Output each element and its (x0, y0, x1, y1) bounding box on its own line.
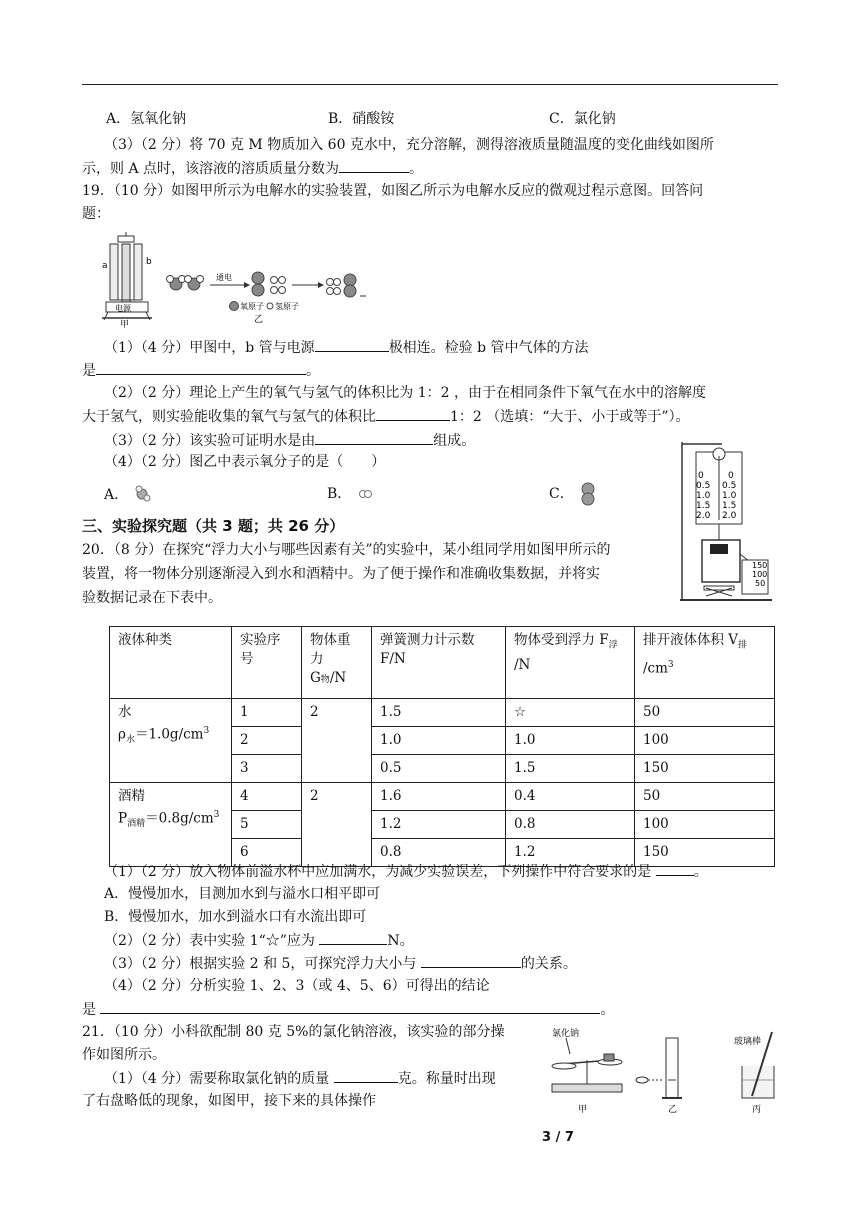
figure-yi-label: 乙 (254, 315, 264, 325)
answer-blank[interactable] (656, 861, 694, 876)
fig-jia-label: 甲 (578, 1105, 588, 1115)
q20-part2: （2）（2 分）表中实验 1“☆”应为 N。 (104, 930, 414, 951)
q20-part4-line2: 是 。 (82, 999, 614, 1020)
scale-tick-left-3: 1.5 (696, 501, 711, 511)
answer-blank[interactable] (319, 930, 387, 945)
header-liquid: 液体种类 (110, 627, 232, 699)
scale-tick-left-2: 1.0 (696, 491, 711, 501)
fig-bing-label: 丙 (752, 1105, 762, 1115)
table-header-row (110, 627, 775, 699)
q18-option-c: C．氯化钠 (549, 111, 616, 127)
cell-volume: 100 (635, 811, 775, 839)
measuring-cylinder (636, 1038, 682, 1115)
cell-buoyancy: 0.8 (506, 811, 635, 839)
beaker-tick-0: 150 (752, 561, 768, 570)
q19-stem-line1: 19．（10 分）如图甲所示为电解水的实验装置，如图乙所示为电解水反应的微观过程示意图。回答问 (82, 183, 704, 199)
cell-seq: 3 (232, 755, 302, 783)
scale-tick-right-3: 1.5 (722, 501, 737, 511)
cell-spring: 0.5 (372, 755, 506, 783)
molecule-c-icon (578, 482, 598, 506)
q19-part3: （3）（2 分）该实验可证明水是由 组成。 (104, 430, 475, 451)
scale-tick-right-2: 1.0 (722, 491, 737, 501)
hydrogen-atoms (271, 277, 286, 294)
cell-spring: 0.8 (372, 839, 506, 867)
molecule-a-icon (133, 484, 157, 506)
cell-spring: 1.0 (372, 727, 506, 755)
q18-option-a: A．氢氧化钠 (106, 111, 187, 127)
answer-blank[interactable] (315, 430, 433, 445)
oxygen-atoms (252, 272, 264, 296)
scale-tick-right-4: 2.0 (722, 511, 737, 521)
beaker-tick-2: 50 (755, 579, 766, 588)
cell-volume: 150 (635, 755, 775, 783)
rod-label: 玻璃棒 (734, 1037, 762, 1047)
cell-spring: 1.2 (372, 811, 506, 839)
q18-part3-line1: （3）（2 分）将 70 克 M 物质加入 60 克水中，充分溶解，测得溶液质量随温度的变化曲线如图所 (104, 137, 714, 153)
cell-volume: 150 (635, 839, 775, 867)
q20-part1: （1）（2 分）放入物体前溢水杯中应加满水，为减少实验误差，下列操作中符合要求的是 。 (104, 861, 708, 882)
header-weight: 物体重 力 G物/N (302, 627, 372, 699)
cell-volume: 50 (635, 783, 775, 811)
tube-a-label: a (102, 261, 108, 271)
q19-stem-line2: 题： (82, 206, 110, 222)
q20-part3: （3）（2 分）根据实验 2 和 5，可探究浮力大小与 的关系。 (104, 953, 577, 974)
answer-blank[interactable] (334, 1068, 398, 1083)
q20-part1-option-b[interactable]: B．慢慢加水，加水到溢水口有水流出即可 (104, 909, 367, 925)
q20-stem-line3: 验数据记录在下表中。 (82, 590, 222, 606)
page-number: 3 / 7 (542, 1130, 574, 1145)
solution-prep-figure (546, 1024, 778, 1120)
cell-seq: 2 (232, 727, 302, 755)
answer-blank[interactable] (96, 360, 306, 375)
fig-yi-label: 乙 (668, 1105, 678, 1115)
cell-spring: 1.6 (372, 783, 506, 811)
answer-blank[interactable] (376, 406, 450, 421)
beaker-tick-1: 100 (752, 570, 768, 579)
hydrogen-molecules (327, 279, 341, 295)
legend-hydrogen: 氢原子 (275, 302, 299, 311)
q19-part1-line1: （1）（4 分）甲图中，b 管与电源 极相连。检验 b 管中气体的方法 (104, 337, 589, 358)
buoyancy-apparatus-figure (672, 436, 778, 606)
q20-part4-line1: （4）（2 分）分析实验 1、2、3（或 4、5、6）可得出的结论 (104, 978, 490, 994)
immersed-object (710, 544, 728, 554)
q21-stem-line1: 21．（10 分）小科欲配制 80 克 5%的氯化钠溶液，该实验的部分操 (82, 1024, 505, 1040)
q19-part4: （4）（2 分）图乙中表示氧分子的是（ ） (104, 454, 386, 470)
header-spring: 弹簧测力计示数 F/N (372, 627, 506, 699)
cell-seq: 4 (232, 783, 302, 811)
answer-blank[interactable] (339, 158, 409, 173)
cell-seq: 1 (232, 699, 302, 727)
reaction-condition: 通电 (216, 273, 232, 282)
cell-weight: 2 (302, 783, 372, 867)
q18-option-b: B．硝酸铵 (328, 111, 395, 127)
cell-buoyancy: 1.2 (506, 839, 635, 867)
electrolysis-apparatus (102, 232, 152, 330)
tube-b-label: b (146, 257, 152, 267)
table-row (110, 783, 775, 811)
q19-option-a[interactable]: A． (104, 484, 157, 506)
oxygen-molecule (344, 274, 356, 297)
q18-part3-line2: 示，则 A 点时，该溶液的溶质质量分数为 。 (82, 158, 423, 179)
section-title: 三、实验探究题（共 3 题；共 26 分） (82, 517, 345, 535)
q19-part1-line2: 是 。 (82, 360, 320, 381)
cell-spring: 1.5 (372, 699, 506, 727)
data-table (109, 626, 775, 867)
q19-option-c[interactable]: C． (549, 482, 598, 506)
power-label: 电源 (115, 304, 131, 313)
cell-buoyancy: 0.4 (506, 783, 635, 811)
table-row (110, 699, 775, 727)
q21-stem-line2: 作如图所示。 (82, 1047, 166, 1063)
header-rule (82, 84, 778, 85)
cell-volume: 50 (635, 699, 775, 727)
answer-blank[interactable] (421, 953, 521, 968)
scale-tick-right-1: 0.5 (722, 481, 737, 491)
cell-volume: 100 (635, 727, 775, 755)
header-seq: 实验序 号 (232, 627, 302, 699)
header-buoyancy: 物体受到浮力 $F_浮$ /N (506, 627, 635, 699)
scale-tick-left-0: 0 (698, 471, 704, 481)
beaker-with-rod (734, 1032, 774, 1115)
molecule-b-icon (356, 487, 376, 501)
q21-part1-line1: （1）（4 分）需要称取氯化钠的质量 克。称量时出现 (104, 1068, 496, 1089)
cell-seq: 6 (232, 839, 302, 867)
cell-seq: 5 (232, 811, 302, 839)
cell-buoyancy: 1.0 (506, 727, 635, 755)
legend-oxygen: 氧原子 (240, 302, 264, 311)
cell-buoyancy: 1.5 (506, 755, 635, 783)
q19-part2-line1: （2）（2 分）理论上产生的氧气与氢气的体积比为 1：2 ，由于在相同条件下氧气在水中的溶解度 (104, 385, 706, 401)
answer-blank[interactable] (315, 337, 389, 352)
q20-part1-option-a[interactable]: A．慢慢加水，目测加水到与溢水口相平即可 (104, 886, 381, 902)
cell-weight: 2 (302, 699, 372, 783)
q19-part2-line2: 大于氢气，则实验能收集的氧气与氢气的体积比 1：2 （选填：“大于、小于或等于”）。 (82, 406, 690, 427)
electrolysis-figure (98, 230, 378, 330)
cell-buoyancy: ☆ (506, 699, 635, 727)
liquid-water: 水 $\rho_水=1.0g/cm^3$ (110, 699, 232, 783)
header-volume: 排开液体体积 $V_排$ $/cm^3$ (635, 627, 775, 699)
q20-stem-line1: 20．（8 分）在探究“浮力大小与哪些因素有关”的实验中，某小组同学用如图甲所示的 (82, 542, 611, 558)
q19-option-b[interactable]: B． (327, 484, 376, 504)
scale-tick-right-0: 0 (728, 471, 734, 481)
water-molecule-left (167, 276, 186, 291)
scale-tick-left-4: 2.0 (696, 511, 711, 521)
water-molecule-right (185, 276, 204, 291)
figure-jia-label: 甲 (120, 320, 130, 330)
balance-scale (552, 1027, 622, 1115)
q21-part1-line2: 了右盘略低的现象，如图甲，接下来的具体操作 (82, 1093, 376, 1109)
scale-tick-left-1: 0.5 (696, 481, 711, 491)
q20-stem-line2: 装置，将一物体分别逐渐浸入到水和酒精中。为了便于操作和准确收集数据，并将实 (82, 566, 600, 582)
nacl-label: 氯化钠 (552, 1029, 580, 1039)
answer-blank[interactable] (100, 999, 600, 1014)
liquid-alcohol: 酒精 $P_{酒精}=0.8g/cm^3$ (110, 783, 232, 867)
